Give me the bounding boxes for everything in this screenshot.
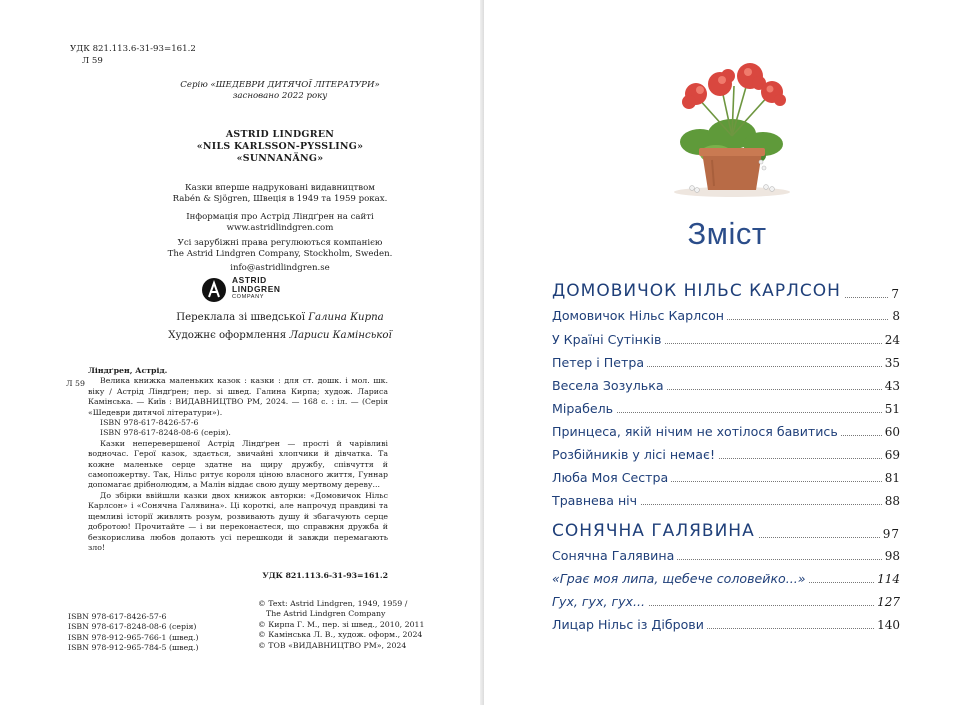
series-info	[140, 80, 420, 102]
copyright-line: The Astrid Lindgren Company	[266, 609, 386, 619]
first-publication	[140, 183, 420, 205]
toc-entry-page: 97	[880, 527, 900, 541]
copyright-line: © ТОВ «ВИДАВНИЦТВО РМ», 2024	[258, 640, 407, 650]
copyright-line: © Text: Astrid Lindgren, 1949, 1959 /	[258, 599, 408, 608]
toc-entry-title: Мірабель	[552, 401, 616, 416]
toc-entry-title: Розбійників у лісі немає!	[552, 447, 718, 462]
toc-entry-title: Петер і Петра	[552, 355, 647, 370]
toc-section[interactable]	[552, 521, 900, 543]
translator-name: Галина Кирпа	[308, 312, 384, 323]
toc-entry-title: «Грає моя липа, щебече соловейко...»	[552, 571, 809, 586]
biblio-description: Велика книжка маленьких казок : казки : для ст. дошк. і мол. шк. віку / Астрід Ліндґрен; пер. зі швед. Галина Кирпа; худож. Лариса Камінська. — Київ : ВИДАВНИЦТВО РМ, 2024. — 168 с. : іл. — (Серія «Шедеври дитячої літератури»).	[88, 376, 388, 417]
toc-entry[interactable]	[552, 566, 900, 588]
logo-line-1: ASTRID	[232, 275, 267, 285]
biblio-library-code: Л 59	[66, 379, 85, 388]
copyright-line: © Камінська Л. В., худож. оформ., 2024	[258, 630, 423, 640]
author-info	[140, 212, 420, 234]
isbn-item: ISBN 978-617-8426-57-6	[68, 612, 167, 621]
biblio-isbn-2: ISBN 978-617-8248-08-6 (серія).	[100, 428, 231, 438]
toc-entry-page: 51	[882, 402, 900, 416]
illustrator-credit	[120, 329, 440, 342]
toc-entry[interactable]	[552, 612, 900, 634]
isbn-item: ISBN 978-617-8248-08-6 (серія)	[68, 622, 197, 632]
toc-entry-page: 88	[882, 494, 900, 508]
library-code-top: Л 59	[82, 56, 103, 66]
toc-entry-title: Люба Моя Сестра	[552, 470, 671, 485]
astrid-lindgren-company-logo	[200, 275, 320, 305]
toc-entry[interactable]	[552, 396, 900, 418]
copyright-line: © Кирпа Г. М., пер. зі швед., 2010, 2011	[258, 619, 425, 629]
udk-code-top: УДК 821.113.6-31-93=161.2	[70, 44, 196, 54]
rights-line-1: Усі зарубіжні права регулюються компанією	[177, 238, 383, 248]
toc-entry-title: Весела Зозулька	[552, 378, 667, 393]
flower-icon	[662, 56, 802, 198]
isbn-list	[68, 612, 199, 654]
toc-entry-title: Сонячна Галявина	[552, 548, 677, 563]
toc-entry[interactable]	[552, 419, 900, 441]
toc-entry[interactable]	[552, 350, 900, 372]
original-author: ASTRID LINDGREN	[225, 129, 335, 140]
series-line-2: засновано 2022 року	[232, 91, 328, 101]
toc-entry-page: 7	[888, 287, 900, 301]
toc-entry-title: Лицар Нільс із Діброви	[552, 617, 707, 632]
toc-entry-title: Гух, гух, гух...	[552, 594, 648, 609]
toc-entry[interactable]	[552, 442, 900, 464]
toc-entry-page: 8	[889, 309, 900, 323]
toc-section[interactable]	[552, 281, 900, 303]
toc-entry-page: 81	[882, 471, 900, 485]
geranium-pot-illustration	[662, 56, 802, 198]
isbn-item: ISBN 978-912-965-784-5 (швед.)	[68, 643, 199, 653]
publication-line-1: Казки вперше надруковані видавництвом	[185, 183, 375, 193]
toc-entry[interactable]	[552, 373, 900, 395]
imprint-page	[0, 0, 484, 705]
publication-line-2: Rabén & Sjögren, Швеція в 1949 та 1959 роках.	[172, 194, 388, 204]
toc-entry-title: У Країні Сутінків	[552, 332, 664, 347]
toc-entry[interactable]	[552, 488, 900, 510]
rights-line-2: The Astrid Lindgren Company, Stockholm, Sweden.	[167, 249, 393, 259]
series-line-1: Серію «ШЕДЕВРИ ДИТЯЧОЇ ЛІТЕРАТУРИ»	[180, 80, 380, 90]
biblio-author: Ліндґрен, Астрід.	[88, 366, 168, 375]
isbn-item: ISBN 978-912-965-766-1 (швед.)	[68, 632, 199, 642]
toc-entry-title: Домовичок Нільс Карлсон	[552, 308, 727, 323]
toc-entry-page: 35	[882, 356, 900, 370]
toc-entry-title: СОНЯЧНА ГАЛЯВИНА	[552, 521, 758, 541]
toc-entry-page: 43	[882, 379, 900, 393]
biblio-annotation-2: До збірки ввійшли казки двох книжок авторки: «Домовичок Нільс Карлсон» і «Сонячна Галявина». Ці короткі, але напрочуд правдиві та щемливі історії живлять розум, розвивають душу й збагачують серце добротою! Прочитайте — і ви переконаєтеся, що справжня дружба й безкорислива любов долають усі перешкоди й завжди перемагають зло!	[88, 490, 388, 552]
toc-entry-page: 24	[882, 333, 900, 347]
contents-title: Зміст	[687, 216, 767, 251]
toc-entry-page: 114	[874, 572, 900, 586]
toc-entry[interactable]	[552, 543, 900, 565]
translator-credit	[120, 311, 440, 324]
toc-entry[interactable]	[552, 327, 900, 349]
info-line-1: Інформація про Астрід Ліндґрен на сайті	[186, 212, 374, 222]
rights-info	[140, 238, 420, 260]
illustrator-name: Лариси Камінської	[289, 330, 392, 341]
original-title-1: «NILS KARLSSON-PYSSLING»	[196, 141, 364, 152]
toc-entry-title: ДОМОВИЧОК НІЛЬС КАРЛСОН	[552, 281, 844, 301]
info-website: www.astridlindgren.com	[226, 223, 334, 233]
logo-line-3: COMPANY	[232, 294, 265, 301]
translator-label: Переклала зі шведської	[176, 312, 305, 323]
biblio-isbn-1: ISBN 978-617-8426-57-6	[100, 418, 199, 428]
original-titles	[140, 129, 420, 165]
toc-entry-page: 98	[882, 549, 900, 563]
bibliographic-record	[88, 366, 388, 553]
toc-entry-page: 60	[882, 425, 900, 439]
illustrator-label: Художнє оформлення	[168, 330, 287, 341]
toc-entry-page: 127	[874, 595, 900, 609]
toc-entry-title: Принцеса, якій нічим не хотілося бавитись	[552, 424, 841, 439]
toc-entry[interactable]	[552, 589, 900, 611]
toc-entry[interactable]	[552, 303, 900, 325]
biblio-annotation-1: Казки неперевершеної Астрід Ліндґрен — прості й чарівливі водночас. Герої казок, здається, звичайні хлопчики й дівчатка. Та кожне маленьке серце здатне на щиру дружбу, співчуття й самопожертву. Так, Нільс рятує короля ціною власного життя, Гуннар допомагає дрібнолюдям, а Малін віддає свою душу мертвому дереву...	[88, 438, 388, 490]
toc-entry-title: Травнева ніч	[552, 493, 640, 508]
udk-code-bottom: УДК 821.113.6-31-93=161.2	[262, 571, 388, 580]
toc-entry-page: 140	[874, 618, 900, 632]
toc-entry-page: 69	[882, 448, 900, 462]
original-title-2: «SUNNANÄNG»	[236, 153, 324, 164]
copyright-notices	[258, 599, 424, 651]
logo-line-2: LINDGREN	[232, 283, 281, 294]
toc-entry[interactable]	[552, 465, 900, 487]
rights-email: info@astridlindgren.se	[230, 263, 330, 273]
